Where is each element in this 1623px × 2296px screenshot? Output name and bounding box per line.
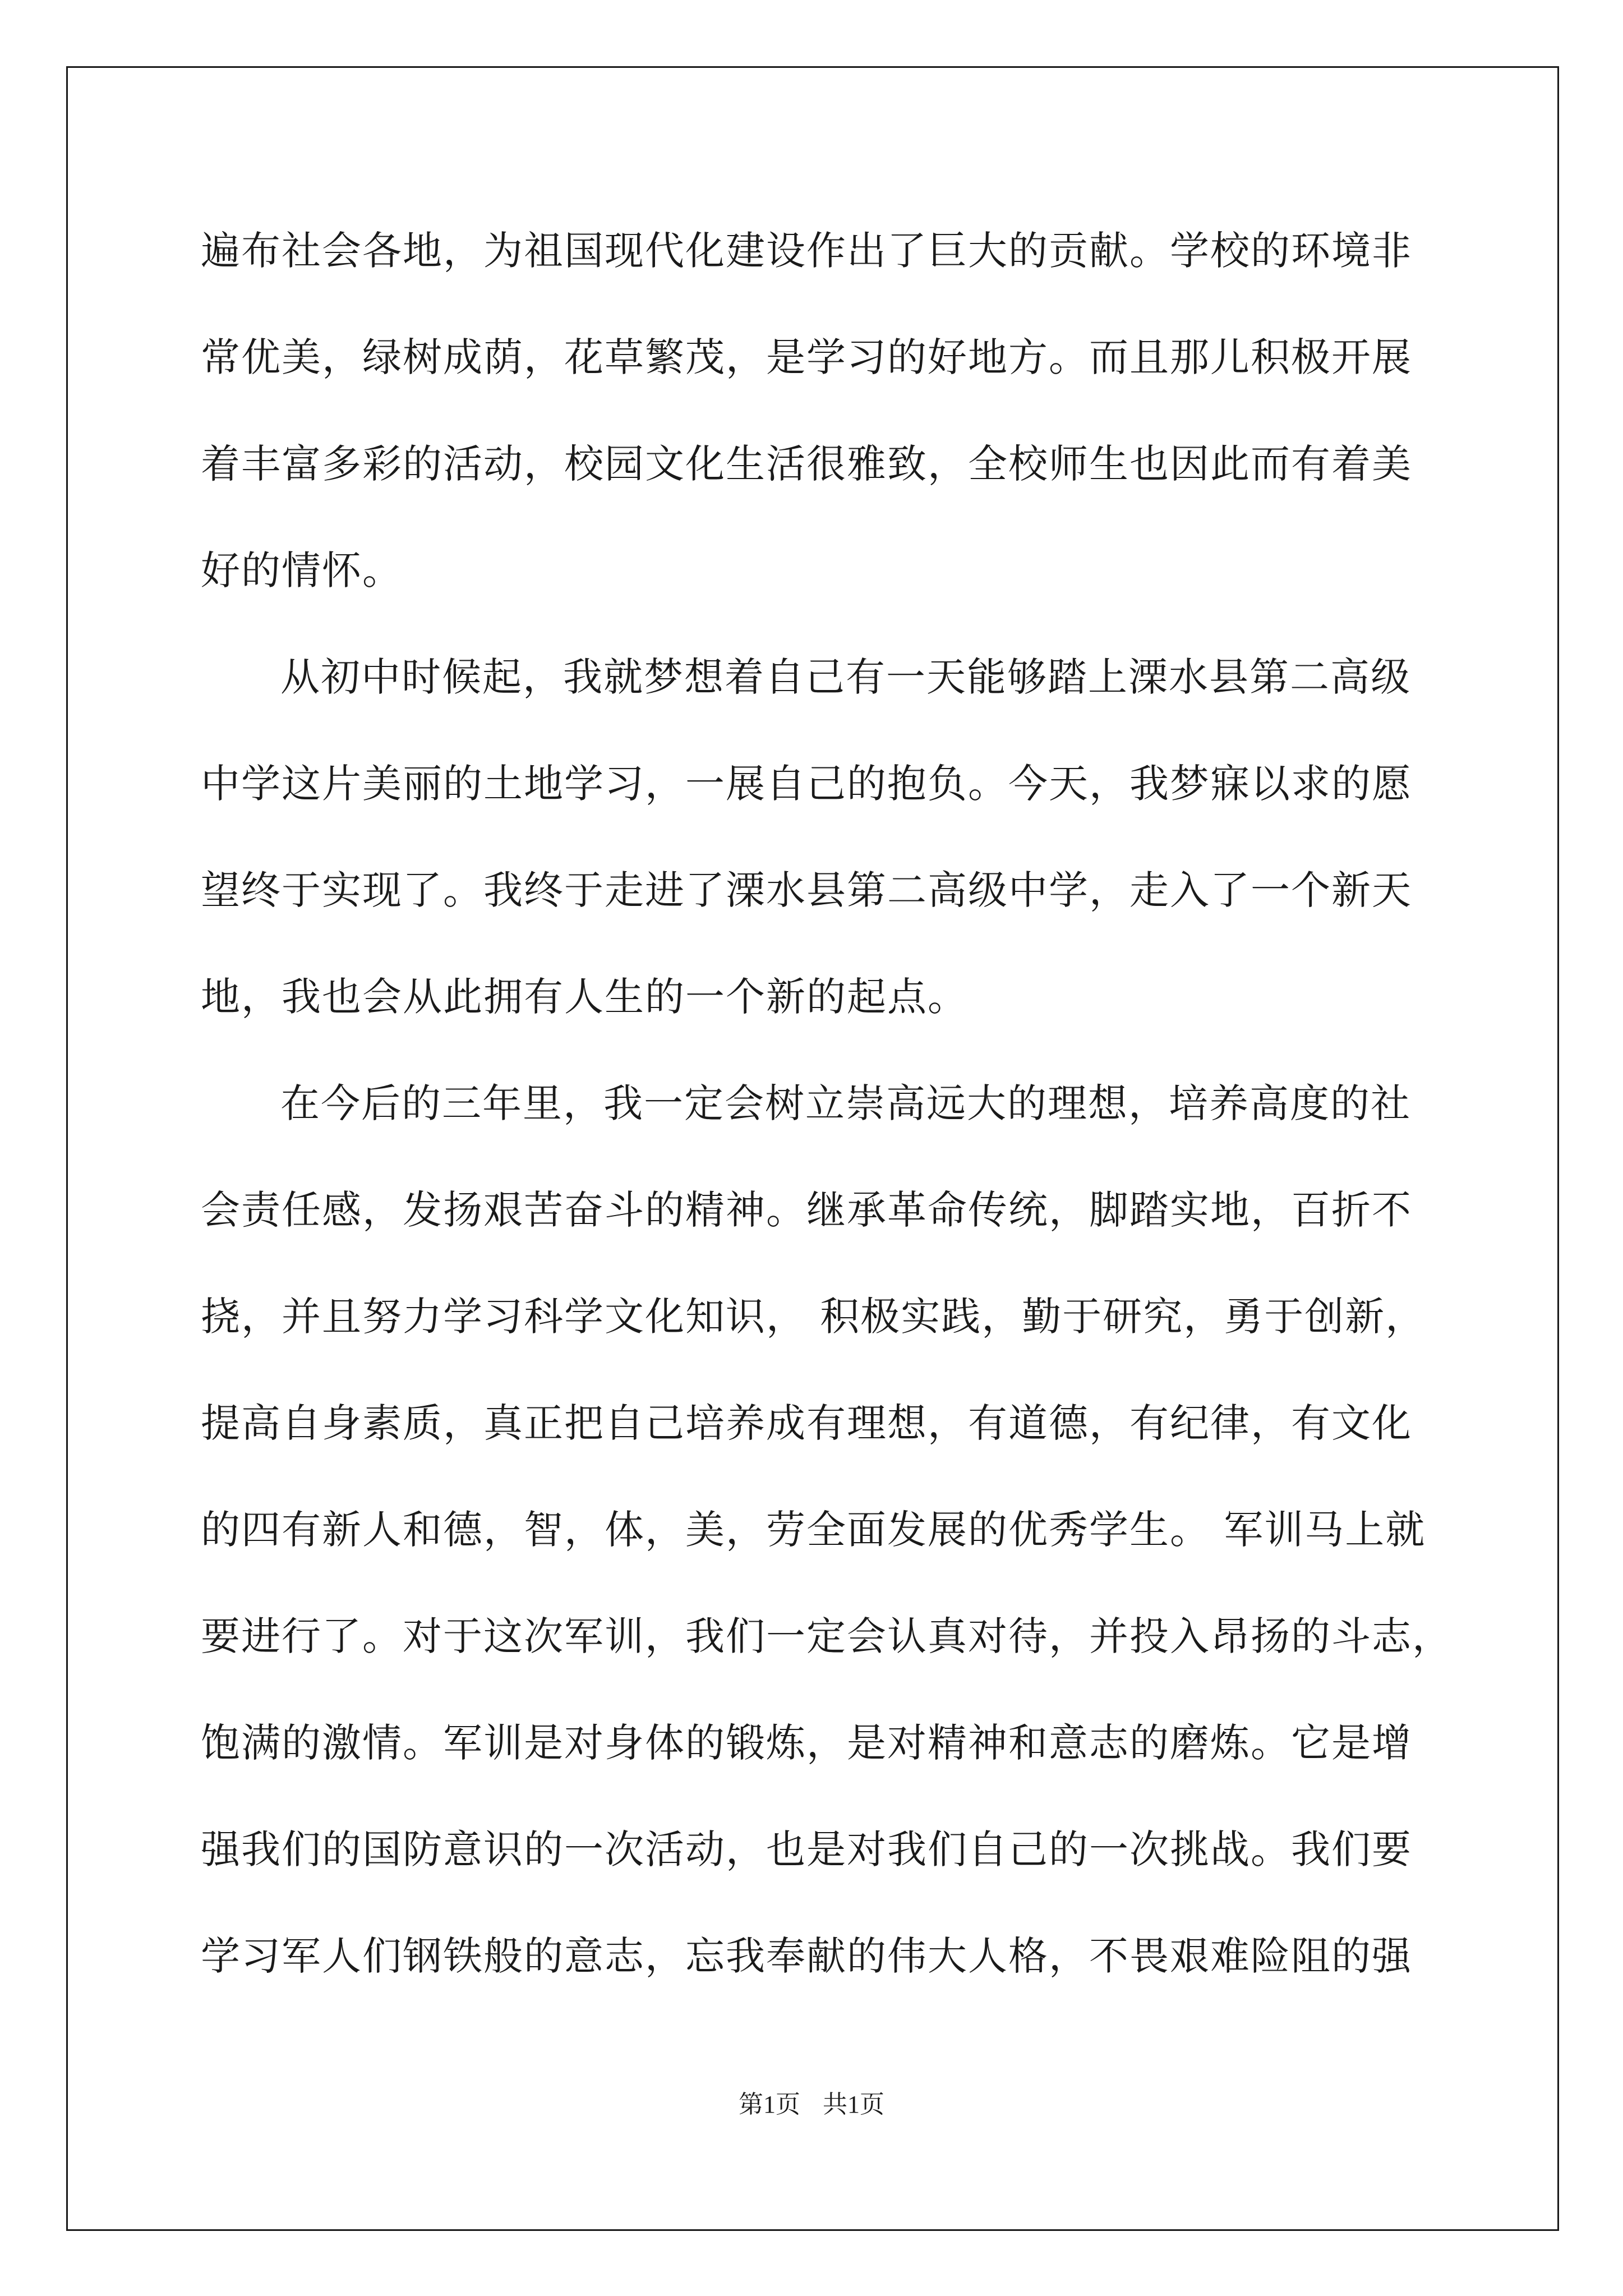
paragraph-first-line: 在今后的三年里，我一定会树立崇高远大的理想，培养高度的社 [280,1080,1411,1126]
page-total: 共1页 [823,2091,884,2118]
text-line: 中学这片美丽的土地学习，一展自己的抱负。今天，我梦寐以求的愿 [201,761,1412,807]
text-line: 要进行了。对于这次军训，我们一定会认真对待，并投入昂扬的斗志， [201,1613,1453,1659]
text-line: 着丰富多彩的活动，校园文化生活很雅致，全校师生也因此而有着美 [201,441,1412,487]
paragraph-first-line: 从初中时候起，我就梦想着自己有一天能够踏上溧水县第二高级 [280,654,1411,700]
text-line: 提高自身素质，真正把自己培养成有理想，有道德，有纪律，有文化 [201,1400,1412,1446]
text-line: 的四有新人和德，智，体，美，劳全面发展的优秀学生。 军训马上就 [201,1507,1426,1553]
text-line: 会责任感，发扬艰苦奋斗的精神。继承革命传统，脚踏实地，百折不 [201,1187,1412,1233]
document-body [201,197,1453,2009]
text-line: 常优美，绿树成荫，花草繁茂，是学习的好地方。而且那儿积极开展 [201,334,1412,380]
text-line: 学习军人们钢铁般的意志，忘我奉献的伟大人格，不畏艰难险阻的强 [201,1933,1412,1979]
text-line: 好的情怀。 [201,547,403,593]
text-line: 饱满的激情。军训是对身体的锻炼，是对精神和意志的磨炼。它是增 [201,1720,1412,1766]
page-footer [0,2084,1623,2120]
text-line: 遍布社会各地，为祖国现代化建设作出了巨大的贡献。学校的环境非 [201,228,1412,274]
text-line: 望终于实现了。我终于走进了溧水县第二高级中学，走入了一个新天 [201,867,1412,913]
text-line: 地，我也会从此拥有人生的一个新的起点。 [201,974,968,1020]
text-line: 强我们的国防意识的一次活动，也是对我们自己的一次挑战。我们要 [201,1826,1412,1872]
page-number: 第1页 [739,2091,800,2118]
text-line: 挠，并且努力学习科学文化知识， 积极实践，勤于研究，勇于创新， [201,1294,1426,1340]
